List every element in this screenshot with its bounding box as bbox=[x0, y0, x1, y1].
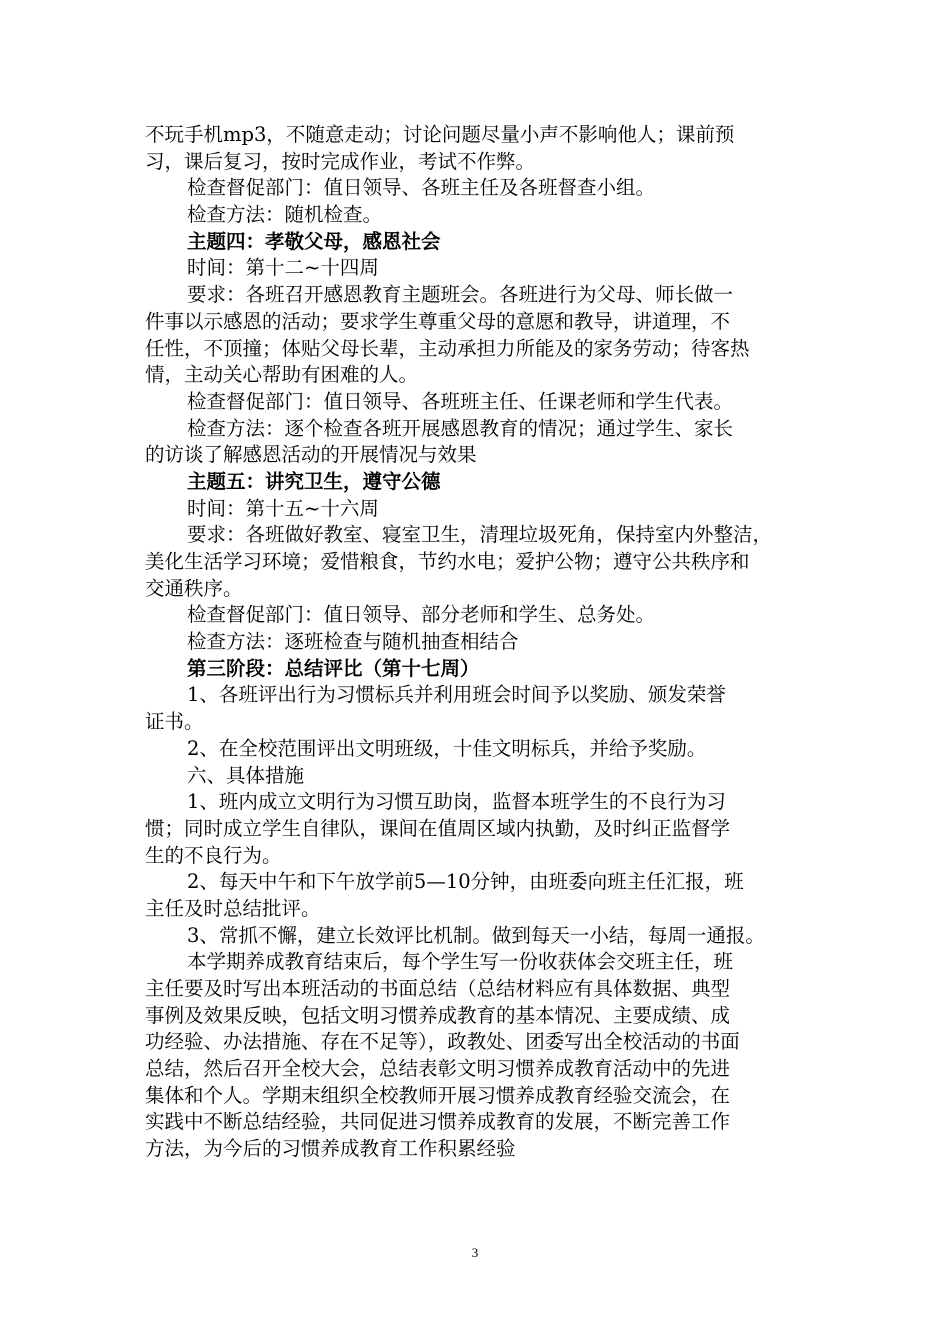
document-body bbox=[145, 122, 813, 1163]
text-line: 时间：第十二~十四周 bbox=[187, 256, 379, 280]
text-line: 1、班内成立文明行为习惯互助岗，监督本班学生的不良行为习 bbox=[187, 790, 726, 814]
text-line: 检查方法：逐个检查各班开展感恩教育的情况；通过学生、家长 bbox=[187, 416, 734, 440]
text-line: 生的不良行为。 bbox=[145, 843, 282, 867]
text-line: 的访谈了解感恩活动的开展情况与效果 bbox=[145, 443, 477, 467]
section-heading: 主题四：孝敬父母，感恩社会 bbox=[187, 229, 441, 253]
text-line: 交通秩序。 bbox=[145, 576, 243, 600]
text-line: 事例及效果反映，包括文明习惯养成教育的基本情况、主要成绩、成 bbox=[145, 1003, 731, 1027]
text-line: 方法，为今后的习惯养成教育工作积累经验 bbox=[145, 1137, 516, 1161]
text-line: 证书。 bbox=[145, 710, 204, 734]
text-line: 不玩手机mp3，不随意走动；讨论问题尽量小声不影响他人；课前预 bbox=[145, 123, 735, 146]
text-line: 3、常抓不懈，建立长效评比机制。做到每天一小结，每周一通报。 bbox=[187, 923, 765, 947]
text-line: 总结，然后召开全校大会，总结表彰文明习惯养成教育活动中的先进 bbox=[145, 1057, 731, 1081]
text-line: 惯；同时成立学生自律队，课间在值周区域内执勤，及时纠正监督学 bbox=[145, 816, 731, 840]
text-line: 本学期养成教育结束后，每个学生写一份收获体会交班主任，班 bbox=[187, 950, 734, 974]
text-line: 主任及时总结批评。 bbox=[145, 896, 321, 920]
text-line: 美化生活学习环境；爱惜粮食，节约水电；爱护公物；遵守公共秩序和 bbox=[145, 550, 750, 573]
text-line: 检查督促部门：值日领导、部分老师和学生、总务处。 bbox=[187, 603, 656, 627]
text-line: 要求：各班召开感恩教育主题班会。各班进行为父母、师长做一 bbox=[187, 283, 734, 307]
text-line: 检查督促部门：值日领导、各班班主任、任课老师和学生代表。 bbox=[187, 389, 734, 413]
text-line: 集体和个人。学期末组织全校教师开展习惯养成教育经验交流会，在 bbox=[145, 1083, 731, 1107]
text-line: 六、具体措施 bbox=[187, 763, 305, 787]
text-line: 2、在全校范围评出文明班级，十佳文明标兵，并给予奖励。 bbox=[187, 736, 707, 760]
page-number: 3 bbox=[471, 1245, 479, 1260]
text-line: 1、各班评出行为习惯标兵并利用班会时间予以奖励、颁发荣誉 bbox=[187, 683, 726, 707]
text-line: 功经验、办法措施、存在不足等），政教处、团委写出全校活动的书面 bbox=[145, 1030, 740, 1054]
text-line: 任性，不顶撞；体贴父母长辈，主动承担力所能及的家务劳动；待客热 bbox=[145, 336, 750, 360]
text-line: 主任要及时写出本班活动的书面总结（总结材料应有具体数据、典型 bbox=[145, 977, 731, 1000]
text-line: 习，课后复习，按时完成作业，考试不作弊。 bbox=[145, 149, 536, 173]
text-line: 检查方法：随机检查。 bbox=[187, 203, 383, 227]
text-line: 检查督促部门：值日领导、各班主任及各班督查小组。 bbox=[187, 176, 656, 200]
text-line: 检查方法：逐班检查与随机抽查相结合 bbox=[187, 630, 519, 654]
section-heading: 主题五：讲究卫生，遵守公德 bbox=[187, 469, 441, 493]
text-line: 要求：各班做好教室、寝室卫生，清理垃圾死角，保持室内外整洁， bbox=[187, 523, 773, 547]
text-line: 件事以示感恩的活动；要求学生尊重父母的意愿和教导，讲道理，不 bbox=[145, 309, 731, 333]
text-line: 时间：第十五~十六周 bbox=[187, 496, 379, 520]
text-line: 实践中不断总结经验，共同促进习惯养成教育的发展，不断完善工作 bbox=[145, 1110, 731, 1134]
section-heading: 第三阶段：总结评比（第十七周） bbox=[187, 656, 480, 680]
text-line: 2、每天中午和下午放学前5—10分钟，由班委向班主任汇报，班 bbox=[187, 870, 744, 894]
text-line: 情，主动关心帮助有困难的人。 bbox=[145, 363, 419, 387]
